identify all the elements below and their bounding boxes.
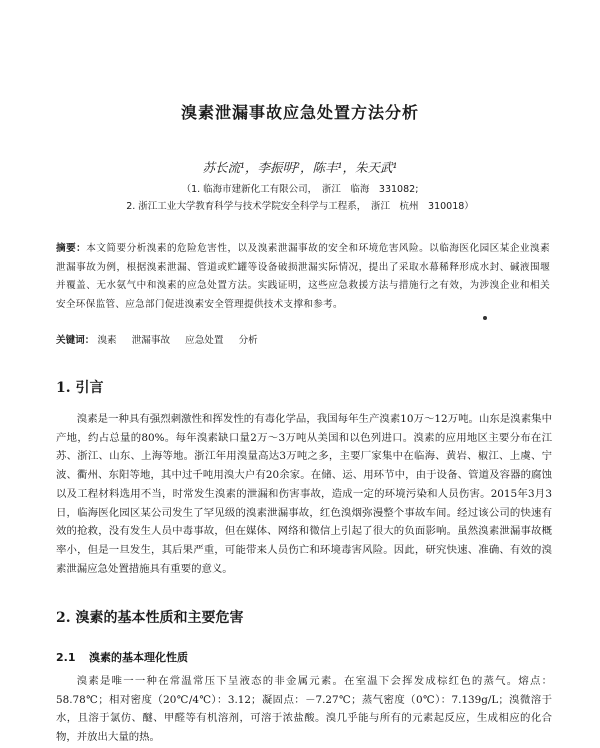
abstract-text: 本文简要分析溴素的危险危害性，以及溴素泄漏事故的安全和环境危害风险。以临海医化园区某企业溴素泄漏事故为例，根据溴素泄漏、管道或贮罐等设备破损泄漏实际情况，提出了采取水幕稀释形成水封、碱液围堰并覆盖、无水氨气中和溴素的应急处置方法。实践证明，这些应急救援方法与措施行之有效，为涉溴企业和相关安全环保监管、应急部门促进溴素安全管理提供技术支撑和参考。 (56, 243, 550, 311)
section-1-body: 溴素是一种具有强烈刺激性和挥发性的有毒化学品，我国每年生产溴素10万～12万吨。山东是溴素集中产地，约占总量的80%。每年溴素缺口量2万～3万吨从美国和以色列进口。溴素的应用地区主要分布在江苏、浙江、山东、上海等地。浙江年用溴量高达3万吨之多，主要厂家集中在临海、黄岩、椒江、上虞、宁波、衢州、东阳等地，其中过千吨用溴大户有20余家。在储、运、用环节中，由于设备、管道及容器的腐蚀以及工程材料选用不当，时常发生溴素的泄漏和伤害事故，造成一定的环境污染和人员伤害。2015年3月3日，临海医化园区某公司发生了罕见级的溴素泄漏事故，红色溴烟弥漫整个事故车间。经过该公司的快速有效的抢救，没有发生人员中毒事故，但在媒体、网络和微信上引起了很大的负面影响。虽然溴素泄漏事故概率小，但是一旦发生，其后果严重，可能带来人员伤亡和环境毒害风险。因此，研究快速、准确、有效的溴素泄漏应急处置措施具有重要的意义。 (56, 413, 552, 575)
abstract (56, 240, 550, 315)
keyword-item: 泄漏事故 (131, 335, 171, 346)
author-list: 苏长流¹，李振明²，陈丰¹，朱天武¹ (202, 160, 398, 175)
keyword-item: 应急处置 (185, 335, 224, 346)
stray-dot-mark (483, 316, 487, 320)
abstract-label: 摘要： (56, 243, 87, 254)
keywords (56, 332, 550, 350)
keywords-label: 关键词： (56, 335, 95, 346)
keyword-item: 溴素 (97, 335, 117, 346)
keyword-item: 分析 (238, 335, 258, 346)
subsection-title: 溴素的基本理化性质 (89, 651, 188, 664)
section-2-1-body: 溴素是唯一一种在常温常压下呈液态的非金属元素。在室温下会挥发成棕红色的蒸气。熔点：58.78℃；相对密度（20℃/4℃）：3.12；凝固点：－7.27℃；蒸气密度（0℃）：7.139g/L；溴微溶于水，且溶于氯仿、醚、甲醛等有机溶剂，可溶于浓盐酸。溴几乎能与所有的元素起反应，生成相应的化合物，并放出大量的热。 (56, 675, 552, 744)
affiliation-2: 2. 浙江工业大学教育科学与技术学院安全科学与工程系， 浙江 杭州 310018） (126, 201, 474, 212)
subsection-2-1-heading (56, 649, 188, 665)
paper-title: 溴素泄漏事故应急处置方法分析 (180, 103, 419, 122)
section-1-heading: 1. 引言 (56, 380, 104, 396)
section-2-heading: 2. 溴素的基本性质和主要危害 (56, 610, 244, 626)
affiliation-1: （1. 临海市建新化工有限公司， 浙江 临海 331082; (181, 184, 419, 195)
subsection-number: 2.1 (56, 651, 76, 664)
